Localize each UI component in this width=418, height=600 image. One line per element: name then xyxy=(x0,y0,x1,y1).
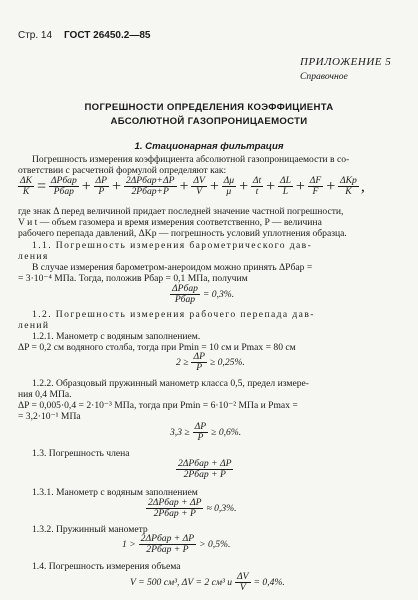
paragraph-line: рабочего перепада давлений, ΔKр — погрешность условий уплотнения образца. xyxy=(18,228,347,239)
formula-fraction: $\frac{\text{2ΔPбар + ΔP}}{\text{2Pбар + P}}$ xyxy=(148,497,202,519)
formula-fraction: $\frac{\text{ΔPбар}}{\text{Pбар}}$ xyxy=(50,175,77,197)
paragraph-line: = 3·10⁻⁴ МПа. Тогда, положив Pбар = 0,1 МПа, получим xyxy=(18,273,248,284)
formula-fraction: $\frac{\Delta t}{t}$ xyxy=(252,175,262,197)
formula-1-1: $\frac{\text{ΔPбар}}{\text{Pбар}}$ = 0,3%. xyxy=(172,283,235,305)
formula-1-2-1: 2 ≥ $\frac{\Delta P}{P}$ ≥ 0,25%. xyxy=(176,351,245,373)
paragraph-line: ответствии с расчетной формулой определяют как: xyxy=(18,165,227,176)
paragraph-line: Погрешность измерения коэффициента абсолютной газопроницаемости в со- xyxy=(32,154,350,165)
formula-fraction: $\frac{\Delta P}{P}$ xyxy=(193,351,205,373)
formula-fraction: $\frac{\text{2ΔPбар + ΔP}}{\text{2Pбар + P}}$ xyxy=(178,458,232,480)
formula-fraction: $\frac{\Delta L}{L}$ xyxy=(279,175,291,197)
paragraph-line: где знак Δ перед величиной придает последней значение частной погрешности, xyxy=(18,206,344,217)
paragraph-line: 1.2.1. Манометр с водяным заполнением. xyxy=(32,331,201,342)
formula-1-4: V = 500 см³, ΔV = 2 см³ и $\frac{\Delta V}{V}$ = 0,4%. xyxy=(130,571,285,593)
formula-fraction: $\frac{\text{2ΔPбар+ΔP}}{\text{2Pбар+P}}$ xyxy=(125,175,175,197)
paragraph-line: 1.3.1. Манометр с водяным заполнением xyxy=(32,487,198,498)
paragraph-line: 1.2.2. Образцовый пружинный манометр класса 0,5, предел измере- xyxy=(32,378,309,389)
main-title-line1: ПОГРЕШНОСТИ ОПРЕДЕЛЕНИЯ КОЭФФИЦИЕНТА xyxy=(84,102,334,113)
formula-fraction: $\frac{\Delta P}{P}$ xyxy=(95,175,108,197)
standard-number: ГОСТ 26450.2—85 xyxy=(64,30,151,41)
formula-fraction: $\frac{\text{ΔPбар}}{\text{Pбар}}$ xyxy=(172,283,198,305)
subsection-title: 1.1. Погрешность измерения барометрического дав- xyxy=(32,240,313,251)
formula-1-2-2: 3,3 ≥ $\frac{\Delta P}{P}$ ≥ 0,6%. xyxy=(170,421,242,443)
formula-1-3-1: $\frac{\text{2ΔPбар + ΔP}}{\text{2Pбар + P}}$ ≈ 0,3%. xyxy=(148,497,237,519)
section-title: 1. Стационарная фильтрация xyxy=(134,141,284,152)
main-formula: $\frac{\Delta K}{K}$ = $\frac{\text{ΔPбар}}{\text{Pбар}}$ + $\frac{\Delta P}{P}$ + $\frac{\text{2ΔPбар+ΔP}}{\text{2Pбар+P}}$ + $\frac{\Delta V}{V}$ + $\frac{\Delta\mu}{\mu}$ + $\frac{\Delta t}{t}$ + $\frac{\Delta L}{L}$ + $\frac{\Delta F}{F}$ + $\frac{\text{ΔKр}}{K}$ , xyxy=(20,175,365,197)
appendix-subtitle: Справочное xyxy=(300,71,348,82)
formula-fraction: $\frac{\Delta F}{F}$ xyxy=(309,175,322,197)
paragraph-line: ΔP = 0,005·0,4 = 2·10⁻³ МПа, тогда при Pmin = 6·10⁻² МПа и Pmax = xyxy=(18,400,298,411)
paragraph-line: В случае измерения барометром-анероидом можно принять ΔPбар = xyxy=(32,262,313,273)
subsection-title: ления xyxy=(18,251,49,262)
paragraph-line: = 3,2·10⁻¹ МПа xyxy=(18,411,81,422)
page-number: Стр. 14 xyxy=(18,30,53,41)
paragraph-line: ΔP = 0,2 см водяного столба, тогда при Pmin = 10 см и Pmax = 80 см xyxy=(18,342,296,353)
subsection-title: 1.4. Погрешность измерения объема xyxy=(32,561,181,572)
formula-fraction: $\frac{\Delta P}{P}$ xyxy=(194,421,207,443)
formula-fraction: $\frac{\Delta V}{V}$ xyxy=(237,571,249,593)
formula-fraction: $\frac{\Delta\mu}{\mu}$ xyxy=(223,175,235,197)
subsection-title: лений xyxy=(18,320,50,331)
subsection-title: 1.2. Погрешность измерения рабочего перепада дав- xyxy=(32,309,315,320)
main-title-line2: АБСОЛЮТНОЙ ГАЗОПРОНИЦАЕМОСТИ xyxy=(110,116,308,127)
paragraph-line: V и t — объем газомера и время измерения соответственно, P — величина xyxy=(18,217,322,228)
subsection-title: 1.3. Погрешность члена xyxy=(32,448,130,459)
paragraph-line: ния 0,4 МПа. xyxy=(18,389,72,400)
formula-fraction: $\frac{\text{2ΔPбар + ΔP}}{\text{2Pбар + P}}$ xyxy=(140,533,195,555)
formula-fraction: $\frac{\text{ΔKр}}{K}$ xyxy=(340,175,357,197)
formula-1-3 xyxy=(176,459,233,480)
formula-fraction: $\frac{\Delta K}{K}$ xyxy=(20,175,33,197)
formula-1-3-2: 1 > $\frac{\text{2ΔPбар + ΔP}}{\text{2Pбар + P}}$ > 0,5%. xyxy=(122,533,231,555)
appendix-title: ПРИЛОЖЕНИЕ 5 xyxy=(300,56,392,68)
formula-fraction: $\frac{\Delta V}{V}$ xyxy=(193,175,205,197)
paragraph-line: 1.3.2. Пружинный манометр xyxy=(32,524,148,535)
